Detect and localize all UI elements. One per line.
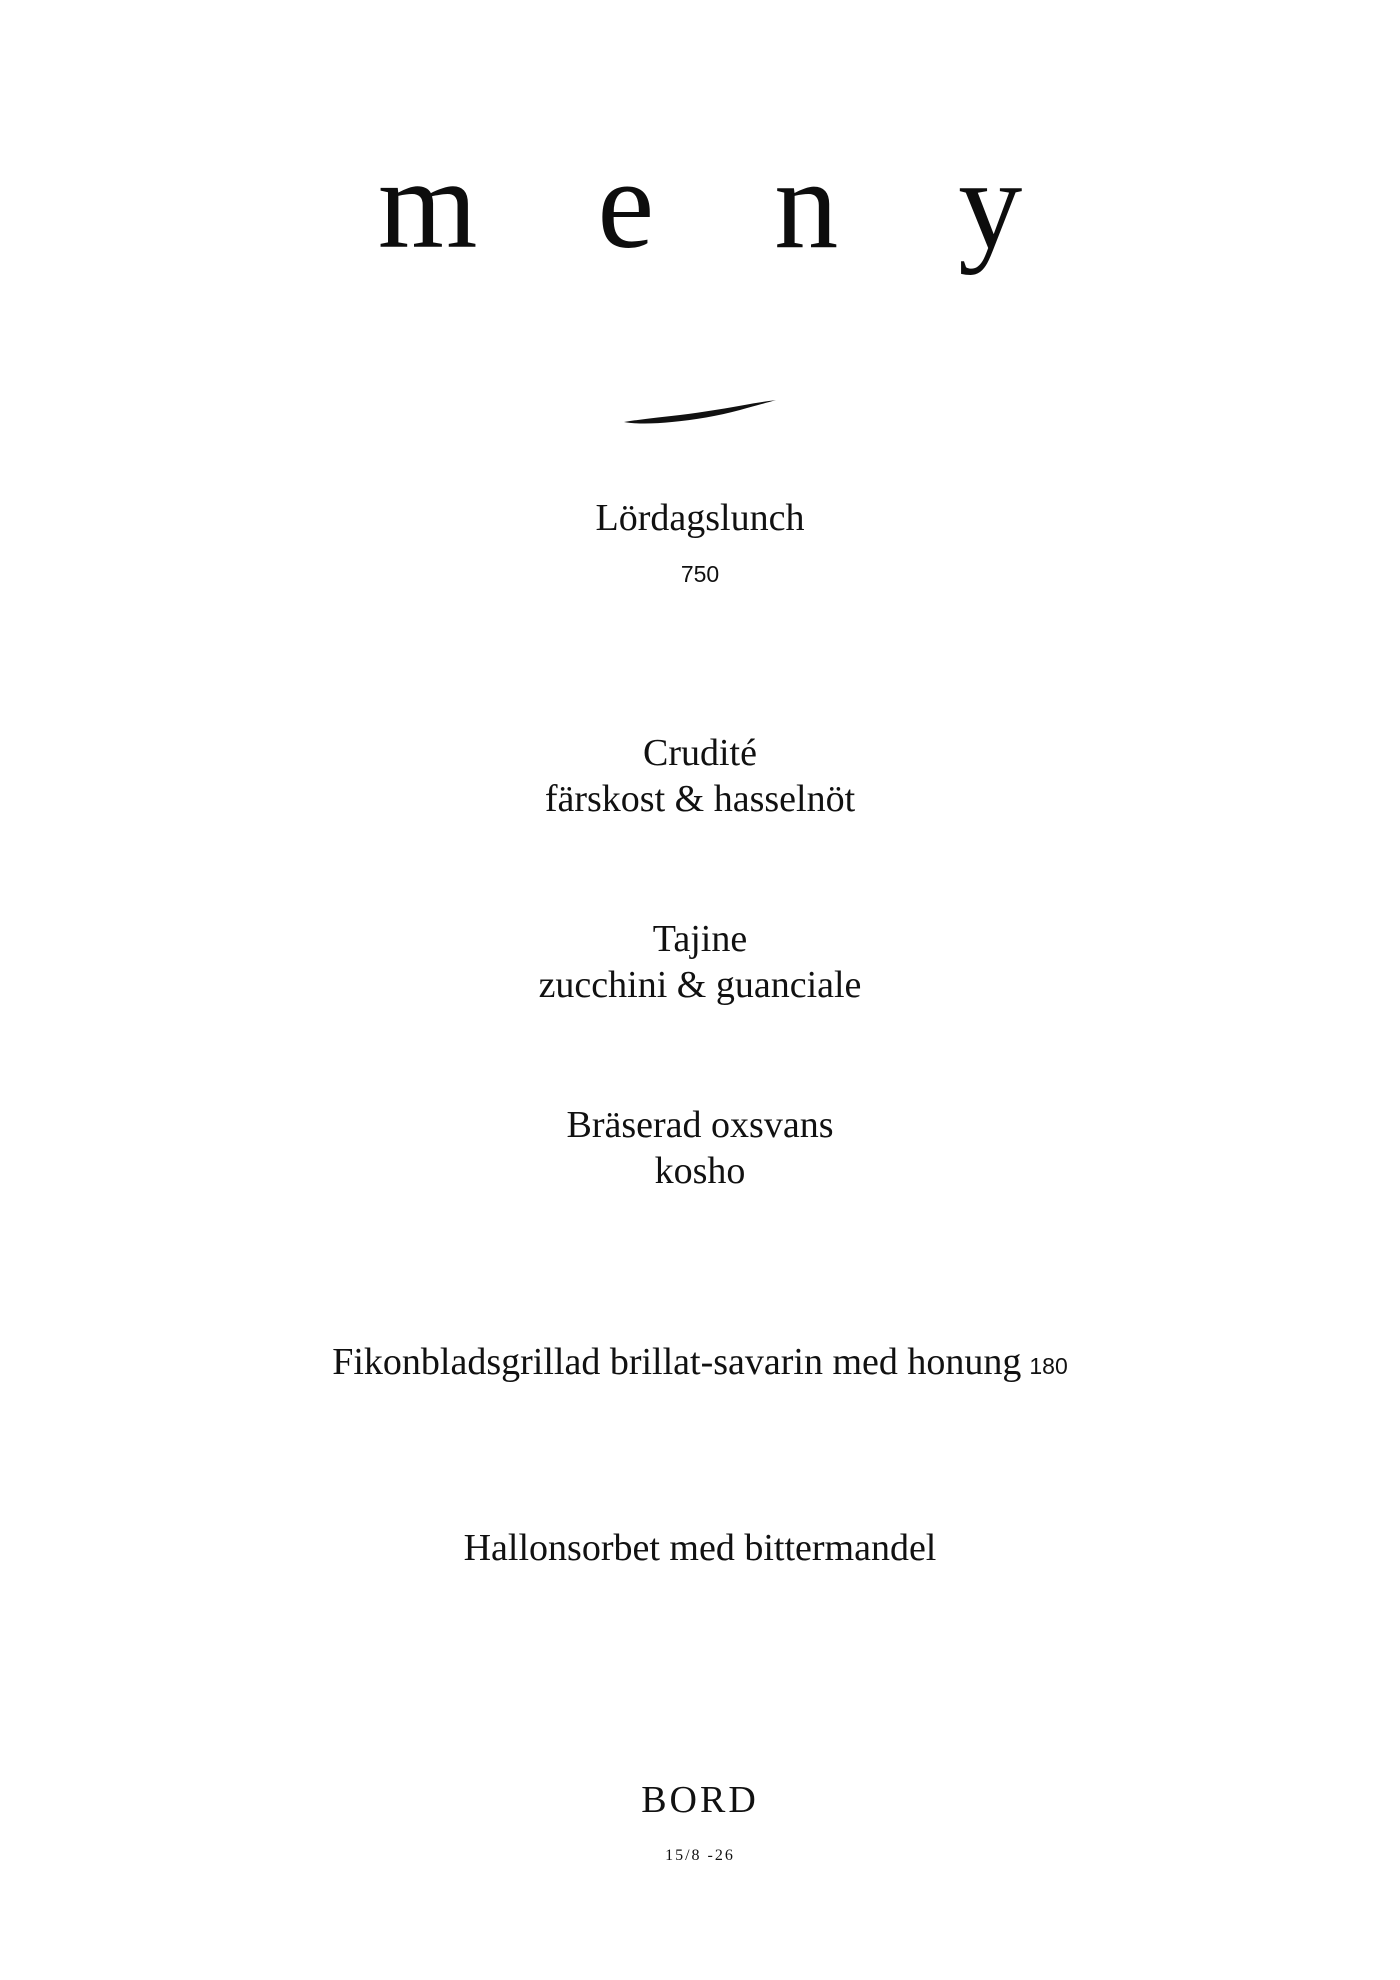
dish-item [0, 916, 1400, 1008]
brand-logo-text: BORD [641, 1779, 759, 1821]
dish-name: Tajine [652, 918, 748, 960]
menu-date: 15/8 -26 [665, 1847, 735, 1864]
menu-title: m e n y [377, 133, 1067, 275]
brush-stroke-icon [622, 398, 778, 428]
section-price: 750 [680, 561, 720, 587]
extra-item [0, 1338, 1400, 1390]
dish-item [0, 1102, 1400, 1194]
extra-name: Fikonbladsgrillad brillat-savarin med honung [332, 1341, 1022, 1383]
dish-description: färskost & hasselnöt [544, 778, 856, 820]
dish-item [0, 730, 1400, 822]
dish-name: Crudité [643, 732, 757, 774]
dessert-item: Hallonsorbet med bittermandel [463, 1527, 937, 1569]
section-title: Lördagslunch [595, 497, 805, 539]
dish-description: zucchini & guanciale [538, 964, 862, 1006]
dish-name: Bräserad oxsvans [566, 1104, 834, 1146]
extra-price: 180 [1029, 1353, 1068, 1379]
dish-description: kosho [654, 1150, 746, 1192]
